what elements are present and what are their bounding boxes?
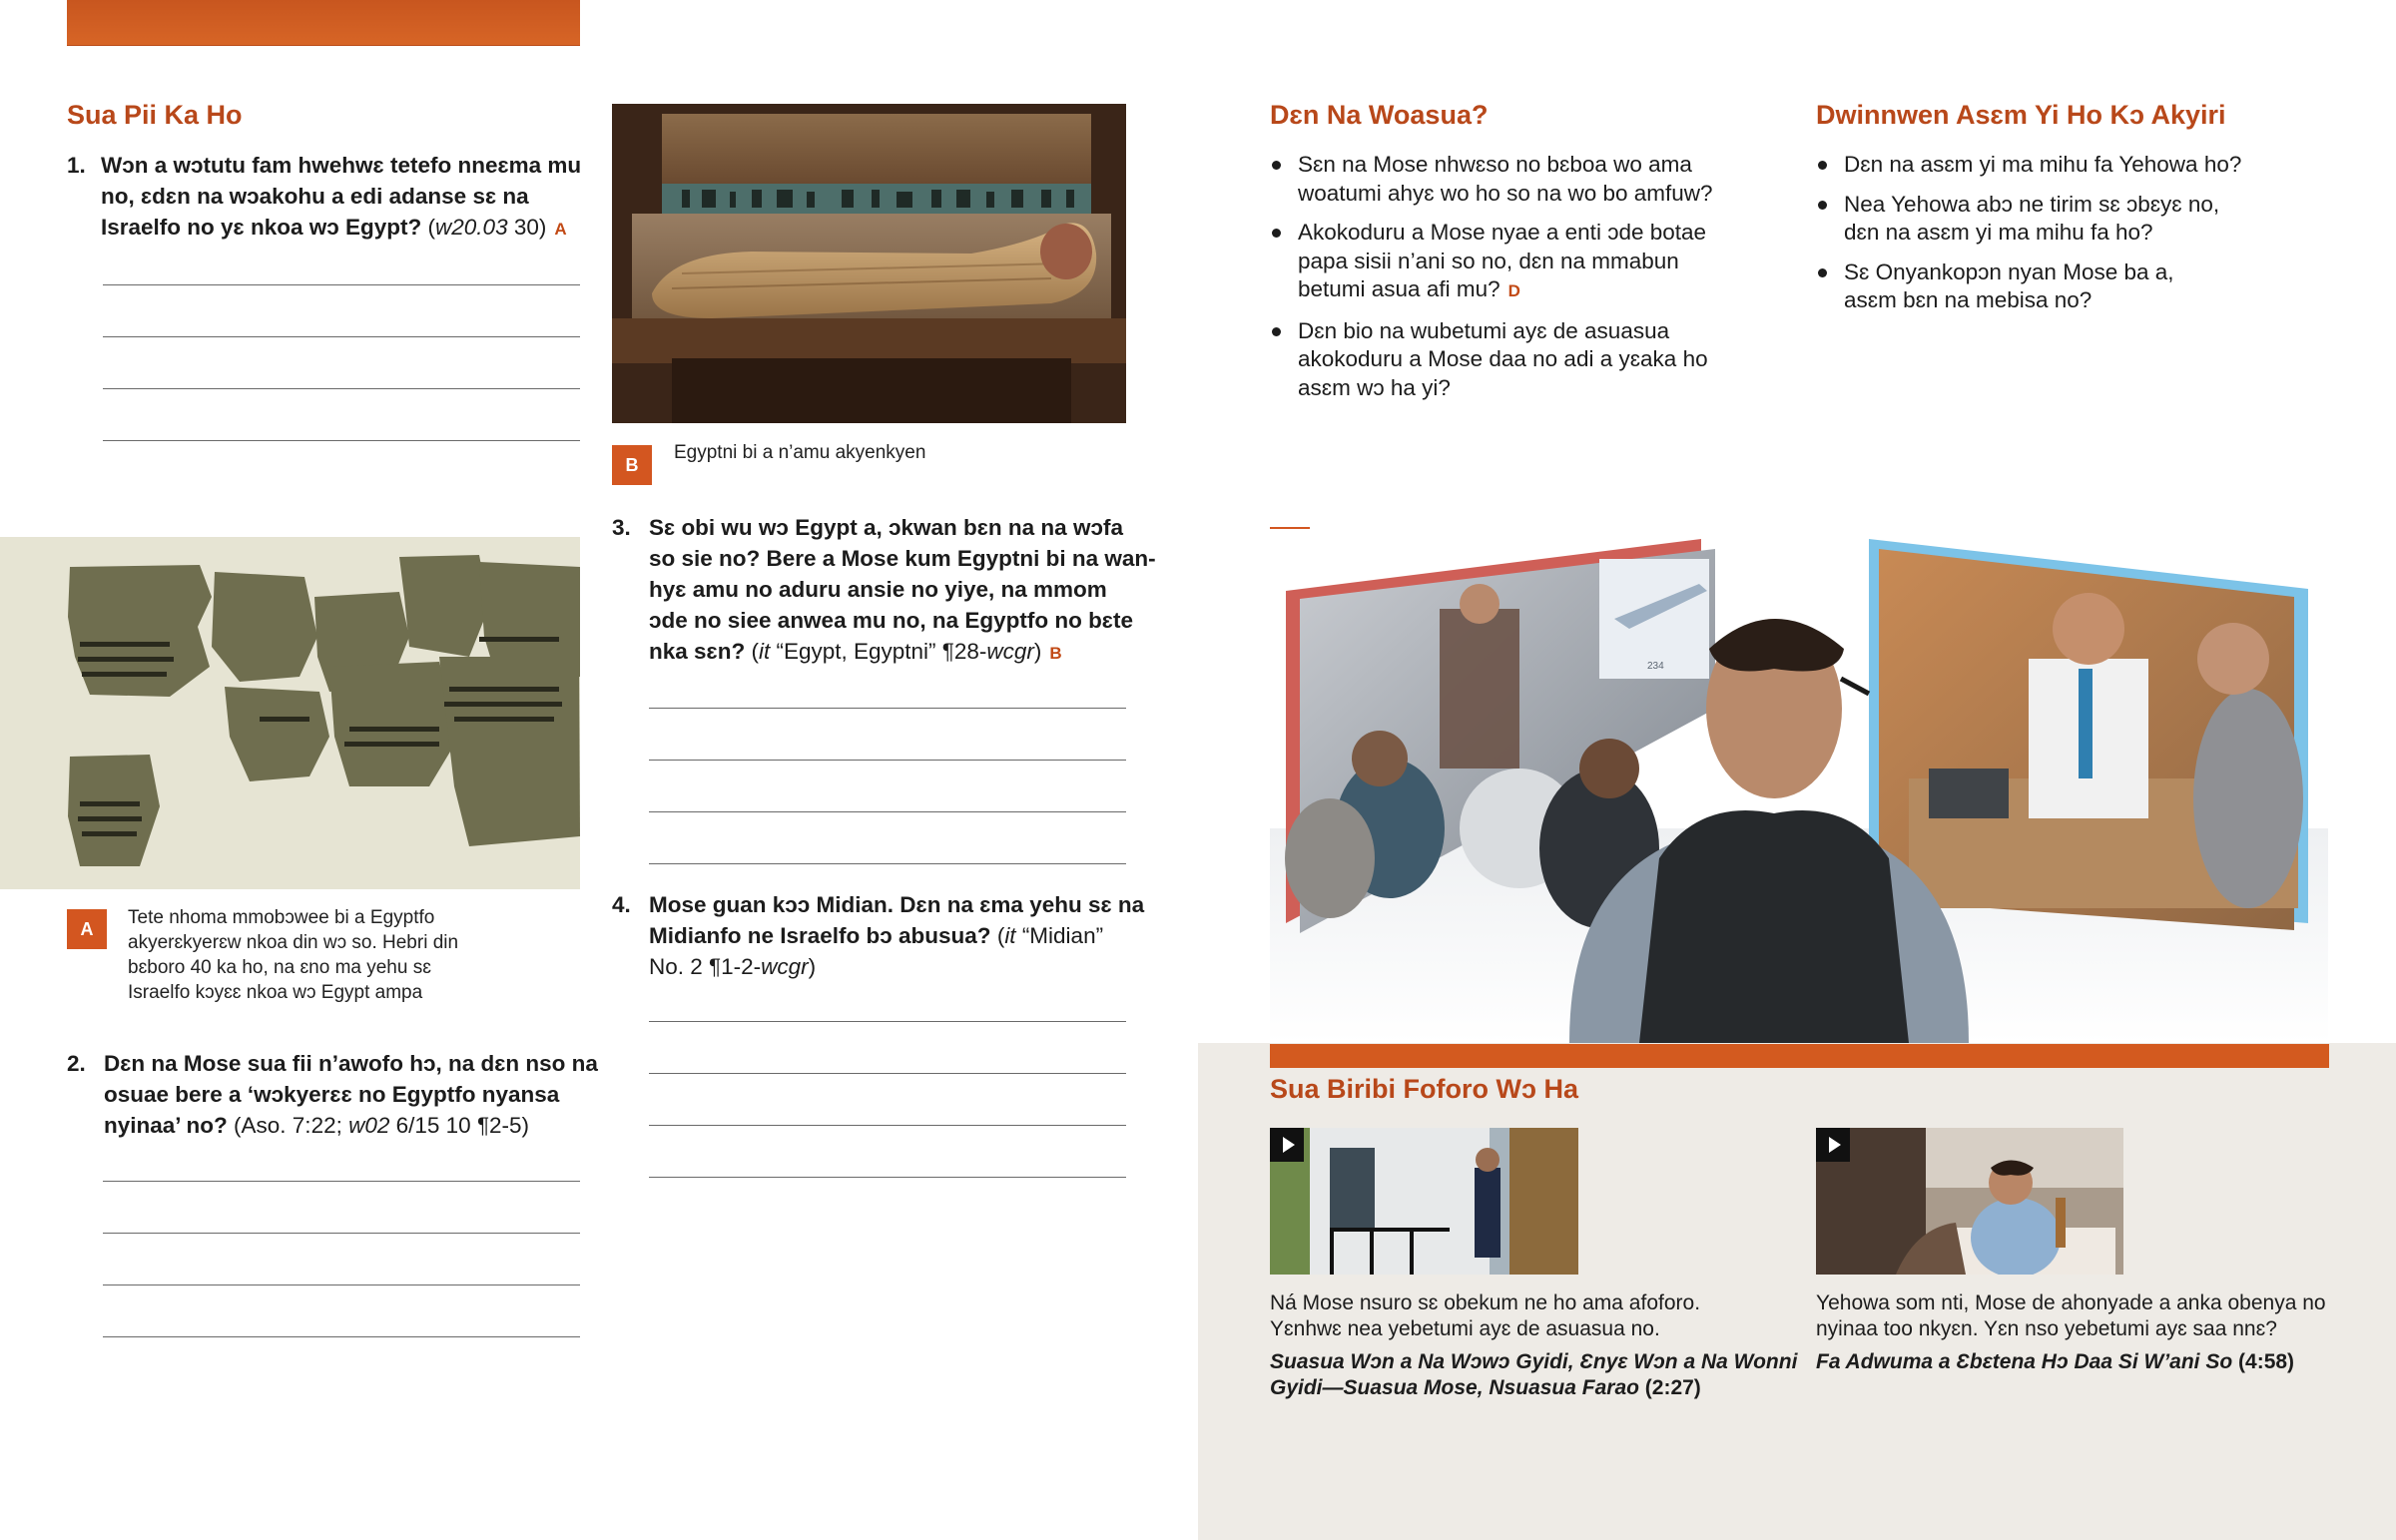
answer-line[interactable] [649, 1021, 1126, 1022]
answer-line[interactable] [103, 1336, 580, 1337]
list-item: Dɛn na asɛm yi ma mihu fa Yehowa ho? [1816, 151, 2355, 180]
list-item: Akokoduru a Mose nyae a enti ɔde botae papa sisii n’ani so no, dɛn na mmabun betumi asua afi mu? D [1270, 219, 1789, 306]
figure-d-illustration [1270, 529, 2328, 1043]
question-3 [612, 512, 1156, 672]
poster-number: 234 [1647, 661, 1664, 672]
answer-line[interactable] [649, 811, 1126, 812]
figure-letter-d: D [1507, 281, 1520, 300]
answer-line[interactable] [649, 760, 1126, 761]
list-item: Sɛn na Mose nhwɛso no bɛboa wo ama woatumi ahyɛ wo ho so na wo bo amfuw? [1270, 151, 1789, 208]
section-heading-sua-pii-ka-ho: Sua Pii Ka Ho [67, 100, 243, 130]
figure-badge-a: A [67, 909, 107, 949]
video-thumbnail-1[interactable] [1270, 1128, 1578, 1275]
answer-line[interactable] [649, 1177, 1126, 1178]
question-2-reference: (Aso. 7:22; w02 6/15 10 ¶2-5) [227, 1113, 530, 1138]
list-item: Nea Yehowa abɔ ne tirim sɛ ɔbɛyɛ no, dɛn na asɛm yi ma mihu fa ho? [1816, 191, 2355, 248]
question-2-line-1: Dɛn na Mose sua fii n’awofo hɔ, na dɛn nso na [104, 1051, 598, 1076]
dwinnwen-bullet-list [1816, 151, 2355, 326]
question-1-reference: (w20.03 30) [427, 215, 547, 240]
question-1-line-3: Israelfo no yɛ nkoa wɔ Egypt? [101, 215, 422, 240]
career-choice-scene [1270, 529, 2328, 1043]
question-3-line-3: hyɛ amu no aduru ansie no yiye, na mmom [649, 577, 1107, 602]
question-1 [67, 150, 586, 246]
question-2 [67, 1048, 598, 1144]
papyrus-illustration [0, 537, 580, 889]
question-number: 4. [612, 892, 631, 917]
play-icon[interactable] [1270, 1128, 1304, 1162]
figure-badge-b: B [612, 445, 652, 485]
question-1-line-2: no, ɛdɛn na wɔakohu a edi adanse sɛ na [101, 184, 529, 209]
answer-line[interactable] [103, 1181, 580, 1182]
video-2-description: Yehowa som nti, Mose de ahonyade a anka obenya no nyinaa too nkyɛn. Yɛn nso yebetumi ayɛ saa nnɛ? [1816, 1291, 2326, 1340]
list-item: Dɛn bio na wubetumi ayɛ de asuasua akokoduru a Mose daa no adi a yɛaka ho asɛm wɔ ha yi? [1270, 317, 1789, 403]
papyrus-photo [0, 537, 580, 889]
answer-line[interactable] [649, 1073, 1126, 1074]
orange-header-band [67, 0, 580, 46]
answer-line[interactable] [103, 1233, 580, 1234]
woasua-bullet-list [1270, 151, 1789, 413]
answer-line[interactable] [649, 863, 1126, 864]
video-2-scene [1816, 1128, 2123, 1275]
play-icon[interactable] [1816, 1128, 1850, 1162]
mummy-illustration [612, 104, 1126, 423]
question-3-reference: (it “Egypt, Egyptni” ¶28-wcgr) [745, 639, 1042, 664]
question-4-reference-line-2: No. 2 ¶1-2-wcgr) [649, 954, 817, 979]
figure-a-caption: Tete nhoma mmobɔwee bi a Egyptfo akyerɛkyerɛw nkoa din wɔ so. Hebri din bɛboro 40 ka ho, na ɛno ma yehu sɛ Israelfo kɔyɛɛ nkoa wɔ Egypt ampa [128, 907, 459, 1003]
figure-letter-a: A [554, 220, 567, 239]
figure-b-caption: Egyptni bi a n’amu akyenkyen [674, 442, 926, 463]
answer-line[interactable] [649, 708, 1126, 709]
question-4-line-2: Midianfo ne Israelfo bɔ abusua? [649, 923, 991, 948]
list-item: Sɛ Onyankopɔn nyan Mose ba a, asɛm bɛn na mebisa no? [1816, 258, 2355, 315]
question-4-line-1: Mose guan kɔɔ Midian. Dɛn na ɛma yehu sɛ na [649, 892, 1145, 917]
question-3-line-2: so sie no? Bere a Mose kum Egyptni bi na wan- [649, 546, 1156, 571]
video-1-scene [1270, 1128, 1578, 1275]
mummy-photo [612, 104, 1126, 423]
question-3-line-4: ɔde no siee anwea mu no, na Egyptfo no bɛte [649, 608, 1134, 633]
question-3-line-1: Sɛ obi wu wɔ Egypt a, ɔkwan bɛn na na wɔfa [649, 515, 1123, 540]
video-2-title[interactable]: Fa Adwuma a Ɛbɛtena Hɔ Daa Si W’ani So (4:58) [1816, 1350, 2295, 1373]
section-heading-den-na-woasua: Dɛn Na Woasua? [1270, 100, 1489, 130]
question-2-line-2: osuae bere a ‘wɔkyerɛɛ no Egyptfo nyansa [104, 1082, 560, 1107]
answer-line[interactable] [103, 440, 580, 441]
question-3-line-5: nka sɛn? [649, 639, 746, 664]
question-2-line-3: nyinaa’ no? [104, 1113, 228, 1138]
video-section-divider [1270, 1044, 2329, 1068]
answer-line[interactable] [103, 284, 580, 285]
question-1-line-1: Wɔn a wɔtutu fam hwehwɛ tetefo nneɛma mu [101, 153, 582, 178]
question-number: 1. [67, 153, 86, 178]
answer-line[interactable] [103, 388, 580, 389]
section-heading-sua-biribi-foforo: Sua Biribi Foforo Wɔ Ha [1270, 1074, 1579, 1104]
answer-line[interactable] [103, 1284, 580, 1285]
figure-letter-b: B [1049, 644, 1062, 663]
answer-line[interactable] [649, 1125, 1126, 1126]
answer-line[interactable] [103, 336, 580, 337]
video-1-title[interactable]: Suasua Wɔn a Na Wɔwɔ Gyidi, Ɛnyɛ Wɔn a Na Wonni Gyidi—Suasua Mose, Nsuasua Farao (2:27) [1270, 1350, 1798, 1399]
question-number: 2. [67, 1051, 86, 1076]
question-4 [612, 889, 1145, 985]
question-4-reference: (it “Midian” [990, 923, 1104, 948]
video-1-description: Ná Mose nsuro sɛ obekum ne ho ama afoforo. Yɛnhwɛ nea yebetumi ayɛ de asuasua no. [1270, 1291, 1701, 1340]
question-number: 3. [612, 515, 631, 540]
section-heading-dwinnwen: Dwinnwen Asɛm Yi Ho Kɔ Akyiri [1816, 100, 2226, 130]
video-thumbnail-2[interactable] [1816, 1128, 2123, 1275]
